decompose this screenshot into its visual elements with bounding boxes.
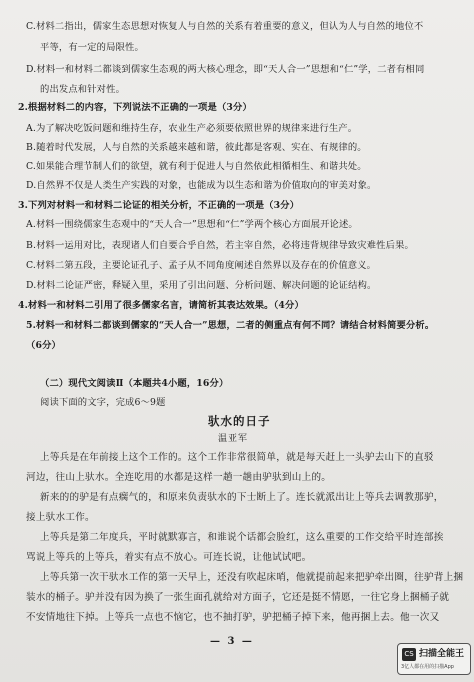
q5-stem-line1: 5.材料一和材料二都谈到儒家的“天人合一”思想，二者的侧重点有何不同？请结合材料简要分析。 [26,320,435,331]
story-p2-line1: 新来的的驴是有点瘸气的，和原来负责驮水的下士断上了。连长就派出让上等兵去调教那驴， [40,492,444,503]
section2-instruction: 阅读下面的文字，完成6～9题 [40,397,166,408]
q4-stem: 4.材料一和材料二引用了很多儒家名言，请简析其表达效果。（4分） [18,300,304,311]
story-p1-line2: 河边，往山上驮水。全连吃用的水都是这样一趟一趟由驴驮到山上的。 [26,472,332,483]
q3-option-d: D.材料二论证严密，释疑入里，采用了引出问题、分析问题、解决问题的论证结构。 [26,280,377,291]
q3-option-b: B.材料一运用对比，表现诸人们自要合乎自然，若主宰自然，必将违背规律导致灾难性后果。 [26,240,414,251]
watermark-app-name: 扫描全能王 [419,649,465,659]
q1-option-c-line2: 平等，有一定的局限性。 [40,42,144,53]
q1-option-c-line1: C.材料二指出，儒家生态思想对恢复人与自然的关系有着重要的意义，但认为人与自然的地位不 [26,21,424,32]
story-p3-line2: 骂说上等兵的上等兵，着实有点不放心。可连长说，让他试试吧。 [26,552,312,563]
q5-stem-line2: （6分） [26,340,61,351]
scanner-watermark [397,643,471,675]
watermark-tagline: 3亿人都在用的扫描App [401,664,454,670]
q1-option-d-line2: 的出发点和针对性。 [40,84,126,95]
q2-option-c: C.如果能合理节制人们的欲望，就有利于促进人与自然依此相循相生、和谐共处。 [26,161,367,172]
q1-option-d-line1: D.材料一和材料二都谈到儒家生态观的两大核心理念，即“天人合一”思想和“仁”学，二者有相同 [26,64,425,75]
section2-header: （二）现代文阅读Ⅱ（本题共4小题，16分） [40,378,229,389]
story-p3-line1: 上等兵是第二年度兵，平时就默寡言，和谁说个话都会脸红，这么重要的工作交给平时连部挨 [40,532,444,543]
q3-option-c: C.材料二第五段，主要论证孔子、孟子从不同角度阐述自然界以及存在的价值意义。 [26,260,377,271]
page-number: — 3 — [210,636,254,647]
q2-option-b: B.随着时代发展，人与自然的关系越来越和谐，彼此都是客观、实在、有规律的。 [26,142,367,153]
story-p4-line1: 上等兵第一次干驮水工作的第一天早上，还没有吹起床哨，他就提前起来把驴牵出圈，往驴背上捆 [40,572,464,583]
q3-option-a: A.材料一围绕儒家生态观中的“天人合一”思想和“仁”学两个核心方面展开论述。 [26,219,358,230]
story-author: 温亚军 [218,434,249,444]
story-p4-line3: 不安情地往下掉。上等兵一点也不恼它，也不抽打驴，驴把桶子掉下来，他再捆上去。他一次又 [26,612,440,623]
q2-option-a: A.为了解决吃饭问题和维持生存，农业生产必须要依照世界的规律来进行生产。 [26,123,358,134]
q3-stem: 3.下列对材料一和材料二论证的相关分析，不正确的一项是（3分） [18,200,300,211]
camscanner-logo-icon: CS [402,648,416,661]
story-title: 驮水的日子 [208,414,271,428]
story-p4-line2: 装水的桶子。驴并没有因为换了一张生面孔就给对方面子，它还是挺不情愿，一往它身上捆桶子就 [26,592,450,603]
story-p1-line1: 上等兵是在年前接上这个工作的。这个工作非常很简单，就是每天赶上一头驴去山下的直驳 [40,452,434,463]
q2-stem: 2.根据材料二的内容，下列说法不正确的一项是（3分） [18,102,252,113]
q2-option-d: D.自然界不仅是人类生产实践的对象，也能成为以生态和谐为价值取向的审美对象。 [26,180,377,191]
story-p2-line2: 接上驮水工作。 [26,512,95,523]
